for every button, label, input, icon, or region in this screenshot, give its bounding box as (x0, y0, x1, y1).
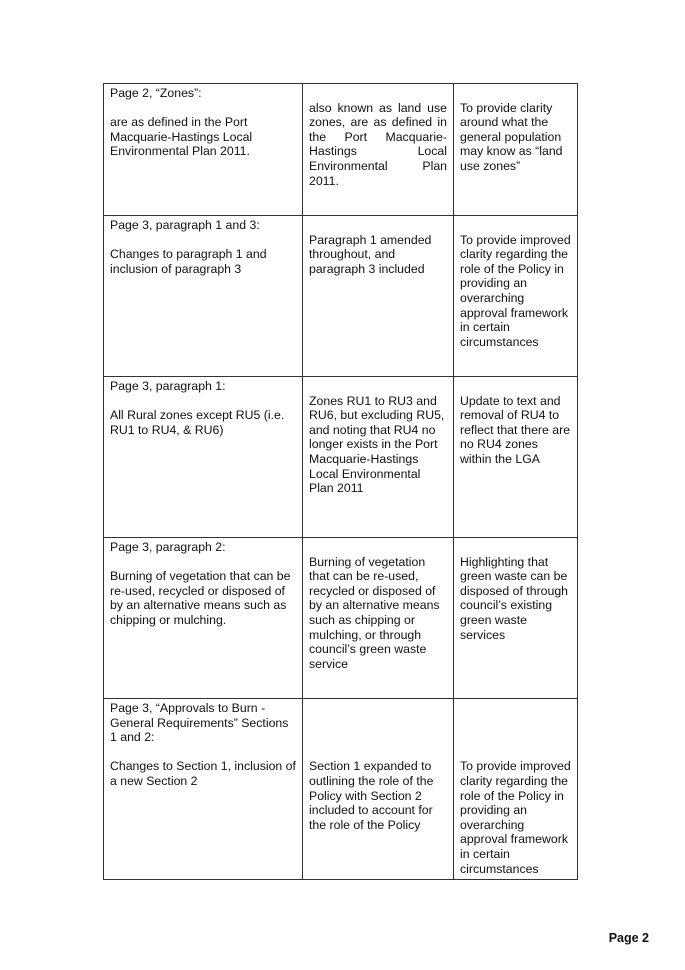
table-row (104, 377, 578, 538)
table-row (104, 84, 578, 216)
reference-text: Page 3, paragraph 2: (110, 540, 226, 554)
amendments-table (103, 83, 578, 880)
amended-text: Section 1 expanded to outlining the role of the Policy with Section 2 included to account for the role of the Policy (309, 759, 434, 832)
reason-text: Highlighting that green waste can be disposed of through council’s existing green waste services (460, 554, 569, 642)
reason-cell (454, 377, 578, 538)
amended-text: Paragraph 1 amended throughout, and paragraph 3 included (309, 232, 432, 276)
original-cell (104, 699, 303, 880)
page-number: Page 2 (608, 931, 649, 945)
reason-cell (454, 538, 578, 699)
original-cell (104, 84, 303, 216)
amended-text: also known as land use zones, are as defined in the Port Macquarie-Hastings Local Environmental Plan 2011. (309, 100, 447, 188)
reason-text: To provide improved clarity regarding the role of the Policy in providing an overarching approval framework in certain circumstances (460, 759, 571, 876)
amended-cell (303, 538, 454, 699)
amended-cell (303, 216, 454, 377)
table-row (104, 538, 578, 699)
original-cell (104, 377, 303, 538)
reference-text: Page 2, “Zones”: (110, 86, 202, 100)
amended-text: Zones RU1 to RU3 and RU6, but excluding RU5, and noting that RU4 no longer exists in the Port Macquarie-Hastings Local Environmental Plan 2011 (309, 393, 445, 496)
original-text: Changes to Section 1, inclusion of a new Section 2 (110, 759, 296, 788)
reason-text: To provide clarity around what the general population may know as “land use zones” (460, 100, 563, 173)
amended-cell (303, 377, 454, 538)
reference-text: Page 3, “Approvals to Burn - General Requirements” Sections 1 and 2: (110, 701, 289, 745)
table-row (104, 216, 578, 377)
amended-cell (303, 699, 454, 880)
amended-text: Burning of vegetation that can be re-used, recycled or disposed of by an alternative means such as chipping or mulching, or through council’s green waste service (309, 554, 440, 671)
original-text: Changes to paragraph 1 and inclusion of paragraph 3 (110, 247, 267, 276)
reason-text: To provide improved clarity regarding the role of the Policy in providing an overarching approval framework in certain circumstances (460, 232, 571, 349)
original-text: All Rural zones except RU5 (i.e. RU1 to RU4, & RU6) (110, 408, 285, 437)
reference-text: Page 3, paragraph 1 and 3: (110, 218, 260, 232)
original-cell (104, 538, 303, 699)
reason-text: Update to text and removal of RU4 to reflect that there are no RU4 zones within the LGA (460, 393, 571, 466)
original-text: Burning of vegetation that can be re-used, recycled or disposed of by an alternative means such as chipping or mulching. (110, 569, 291, 627)
reference-text: Page 3, paragraph 1: (110, 379, 226, 393)
reason-cell (454, 216, 578, 377)
table-row (104, 699, 578, 880)
reason-cell (454, 699, 578, 880)
original-text: are as defined in the Port Macquarie-Hastings Local Environmental Plan 2011. (110, 115, 253, 159)
amended-cell (303, 84, 454, 216)
reason-cell (454, 84, 578, 216)
original-cell (104, 216, 303, 377)
